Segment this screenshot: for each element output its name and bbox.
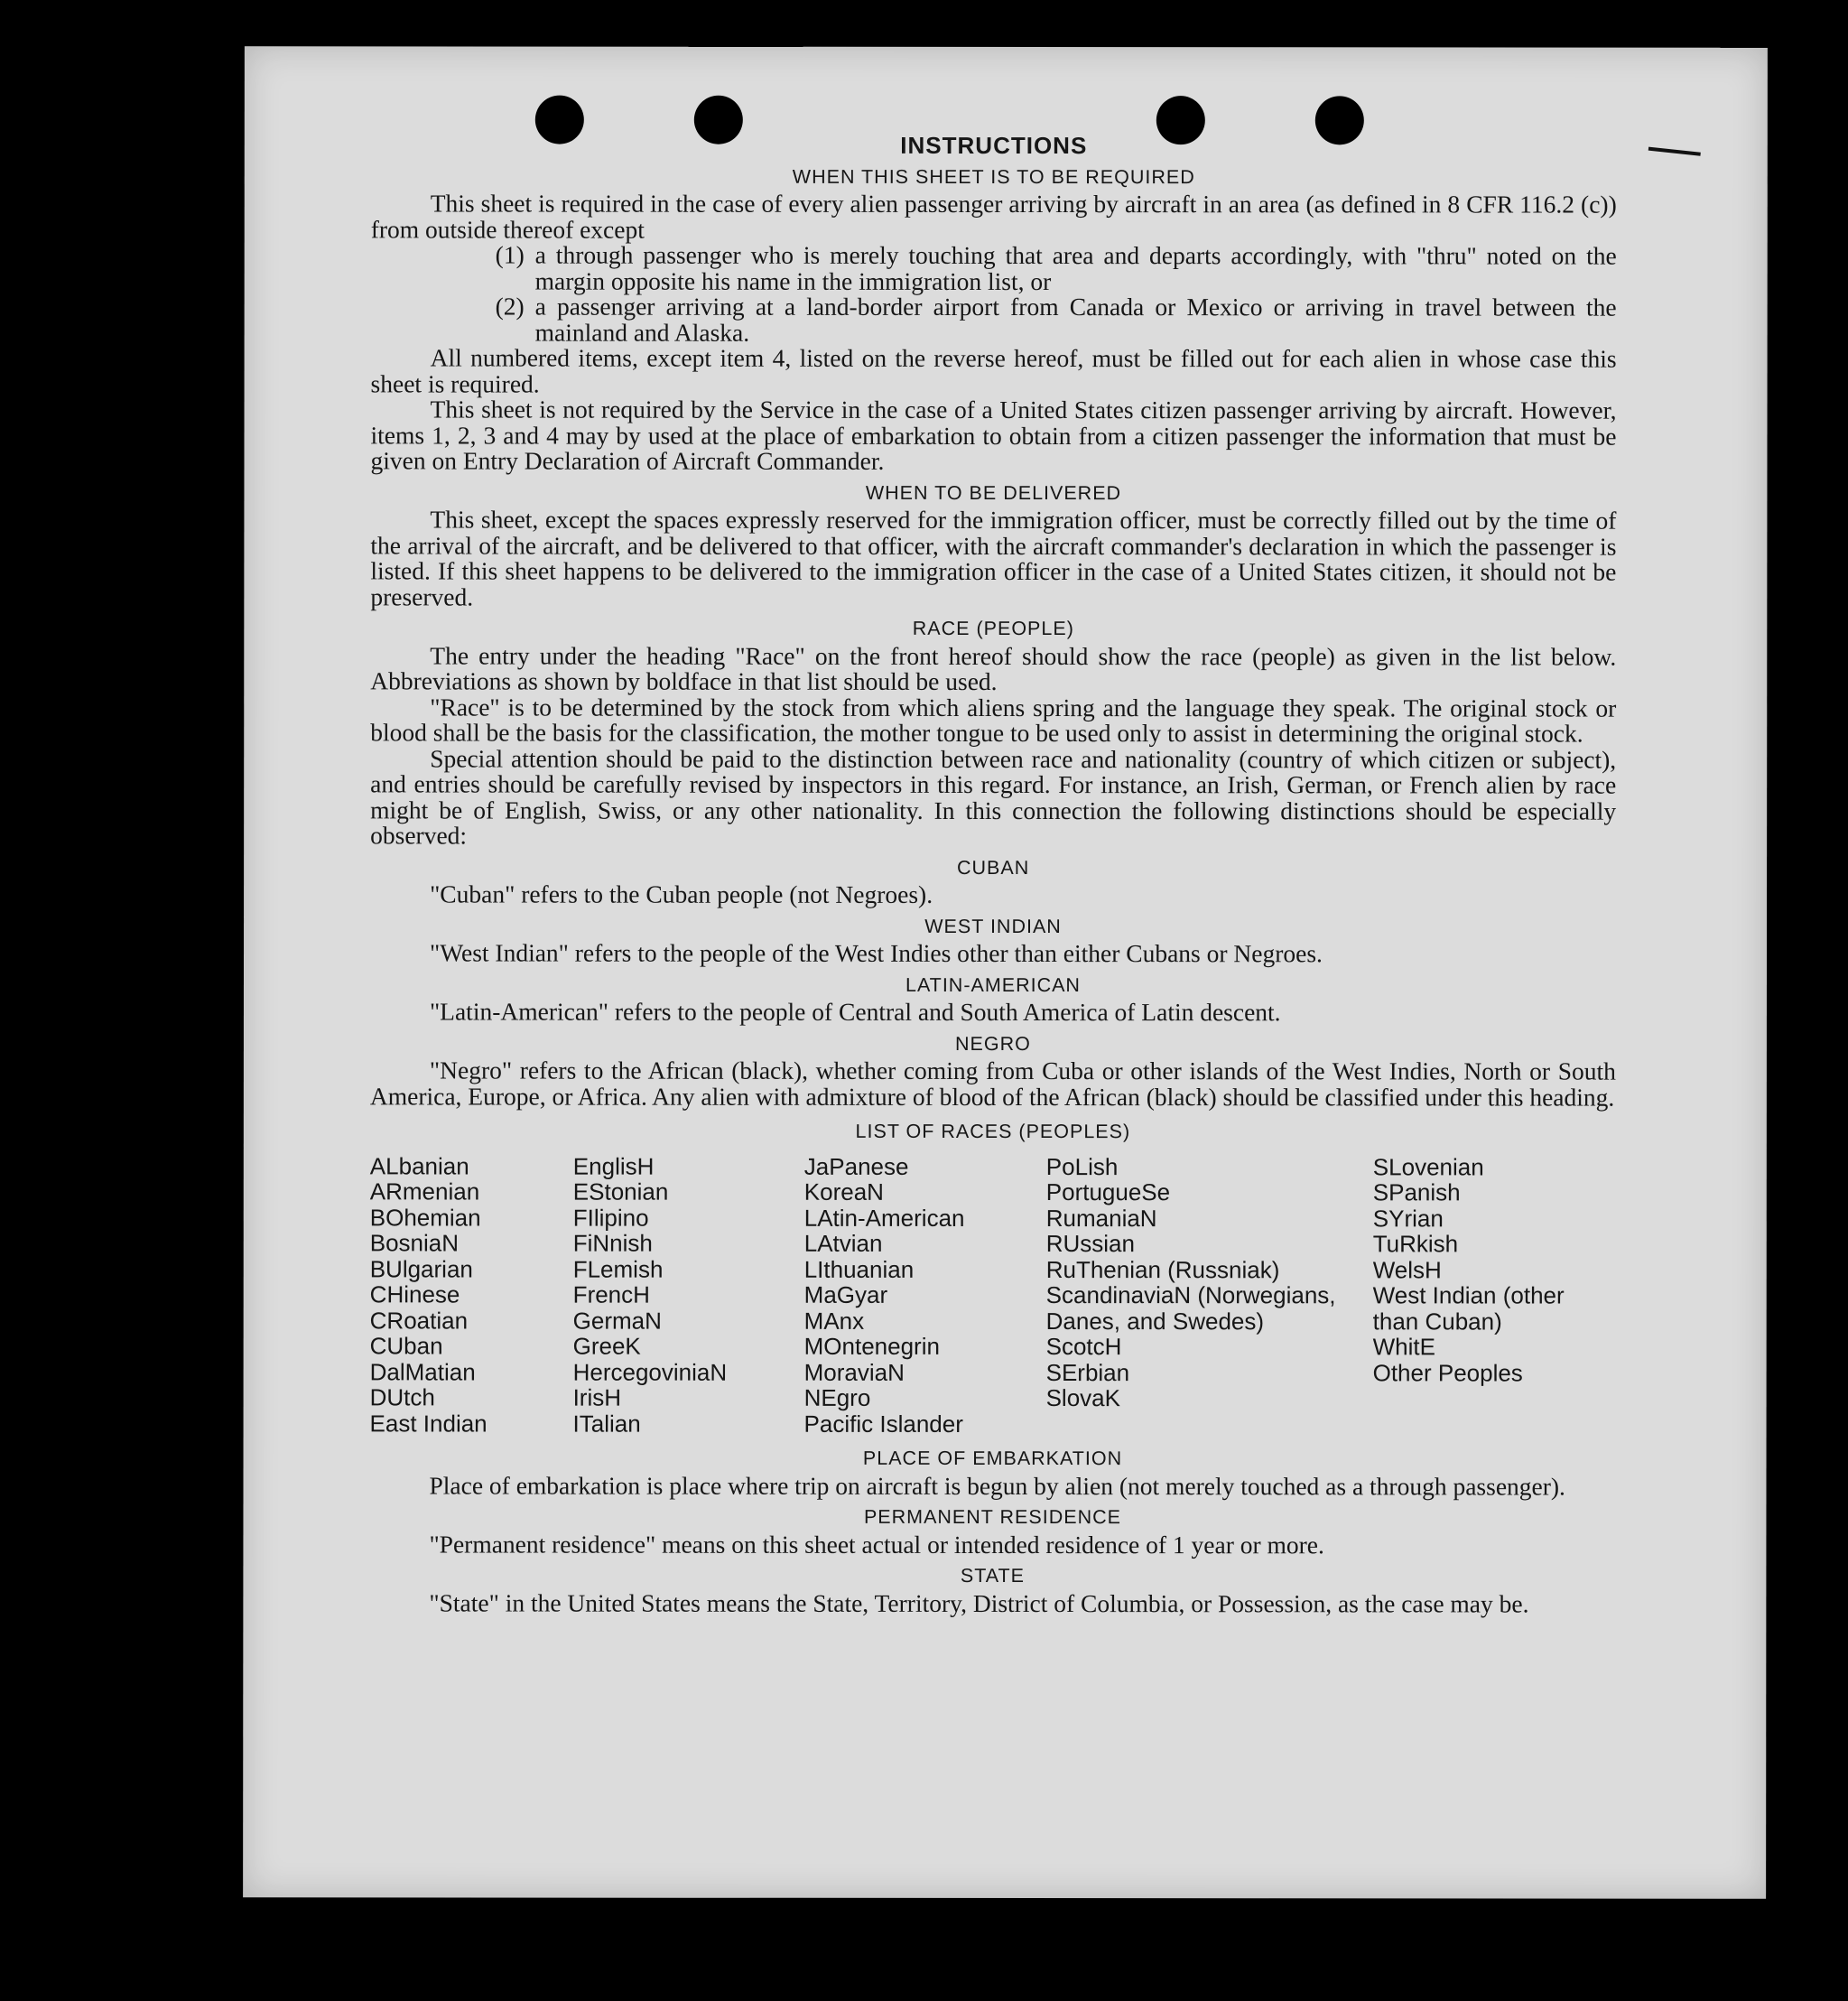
races-column <box>370 1153 573 1437</box>
race-entry: LAtin-American <box>803 1204 965 1232</box>
section-heading: NEGRO <box>954 1032 1031 1055</box>
section-heading: PLACE OF EMBARKATION <box>862 1447 1123 1470</box>
race-entry: SlovaK <box>1045 1384 1120 1412</box>
list-item: (1) a through passenger who is merely touching that area and departs accordingly, with "thru" noted on the margin opposite his name in the immigration list, or <box>495 240 1617 295</box>
document-sheet <box>243 46 1768 1898</box>
paragraph: "Cuban" refers to the Cuban people (not Negroes). <box>430 880 933 908</box>
race-entry: SErbian <box>1045 1358 1130 1386</box>
paragraph: All numbered items, except item 4, listed on the reverse hereof, must be filled out for each alien in whose case this sheet is required. <box>370 343 1617 398</box>
race-entry: MaGyar <box>803 1280 888 1308</box>
margin-mark <box>1648 147 1701 156</box>
race-entry: RUssian <box>1045 1230 1136 1258</box>
race-entry: EStonian <box>572 1177 669 1205</box>
race-entry: RuThenian (Russniak) <box>1045 1255 1280 1283</box>
race-entry: GreeK <box>572 1332 641 1360</box>
races-column <box>804 1153 1046 1437</box>
race-entry: ITalian <box>572 1410 641 1438</box>
paragraph: The entry under the heading "Race" on the front hereof should show the race (people) as given in the list below. Abbreviations as shown by boldface in that list should be used. <box>370 640 1617 695</box>
race-entry: WhitE <box>1372 1333 1435 1361</box>
race-entry: CUban <box>369 1332 443 1360</box>
section-heading: CUBAN <box>956 856 1030 879</box>
race-entry: WelsH <box>1372 1255 1442 1283</box>
race-entry: GermaN <box>572 1307 662 1335</box>
paragraph: "State" in the United States means the State, Territory, District of Columbia, or Possession, as the case may be. <box>429 1587 1529 1618</box>
section-heading: WHEN TO BE DELIVERED <box>865 481 1122 504</box>
race-entry: ScotcH <box>1045 1333 1122 1361</box>
race-entry: MAnx <box>803 1307 865 1335</box>
races-list <box>370 1153 1616 1438</box>
race-entry: Other Peoples <box>1372 1358 1523 1387</box>
paragraph: "Latin-American" refers to the people of Central and South America of Latin descent. <box>429 997 1281 1027</box>
race-entry: MoraviaN <box>803 1358 905 1386</box>
race-entry: FIlipino <box>572 1204 649 1232</box>
race-entry: PoLish <box>1045 1152 1119 1180</box>
paragraph: Place of embarkation is place where trip on aircraft is begun by alien (not merely touched as a through passenger). <box>429 1470 1565 1501</box>
section-heading: WEST INDIAN <box>924 915 1062 937</box>
paragraph: "Negro" refers to the African (black), whether coming from Cuba or other islands of the West Indies, North or South America, Europe, or Africa. Any alien with admixture of blood of the African (black) should be classified under this heading. <box>369 1056 1616 1112</box>
race-entry: BosniaN <box>369 1229 460 1257</box>
paragraph: Special attention should be paid to the distinction between race and nationality (country of which citizen or subject), and entries should be carefully revised by inspectors in this regard. For instance, an Irish, German, or French alien by race might be of English, Swiss, or any other nationality. In this connection the following distinctions should be especially observed: <box>370 743 1617 850</box>
race-entry: RumaniaN <box>1045 1204 1157 1232</box>
section-heading: PERMANENT RESIDENCE <box>863 1505 1121 1529</box>
paragraph: This sheet, except the spaces expressly reserved for the immigration officer, must be correctly filled out by the time of the arrival of the aircraft, and be delivered to that officer, with the aircraft commander's declaration in which the passenger is listed. If this sheet happens to be delivered to the immigration officer in the case of a United States citizen, it should not be preserved. <box>370 505 1617 610</box>
race-entry: SYrian <box>1372 1204 1444 1232</box>
races-column <box>1046 1154 1373 1438</box>
paragraph: "Permanent residence" means on this sheet actual or intended residence of 1 year or more. <box>429 1529 1324 1559</box>
race-entry: JaPanese <box>803 1152 909 1180</box>
race-entry: FiNnish <box>572 1229 653 1257</box>
race-entry: DalMatian <box>369 1357 476 1385</box>
race-entry: BUlgarian <box>369 1254 473 1282</box>
race-entry: ScandinaviaN (Norwegians, Danes, and Swedes) <box>1045 1281 1336 1335</box>
race-entry: East Indian <box>369 1409 488 1437</box>
race-entry: CHinese <box>369 1280 460 1308</box>
race-entry: SLovenian <box>1372 1152 1484 1180</box>
section-heading: LIST OF RACES (PEOPLES) <box>855 1120 1131 1143</box>
race-entry: FrencH <box>572 1280 650 1308</box>
race-entry: HercegoviniaN <box>572 1358 728 1386</box>
race-entry: CRoatian <box>369 1306 469 1334</box>
race-entry: KoreaN <box>803 1177 884 1205</box>
race-entry: ALbanian <box>369 1151 469 1179</box>
section-heading: LATIN-AMERICAN <box>905 973 1081 996</box>
section-heading: WHEN THIS SHEET IS TO BE REQUIRED <box>792 165 1195 188</box>
race-entry: West Indian (other than Cuban) <box>1372 1281 1565 1335</box>
page-title: INSTRUCTIONS <box>900 131 1088 160</box>
list-item: (2) a passenger arriving at a land-border airport from Canada or Mexico or arriving in travel between the mainland and Alaska. <box>495 292 1617 347</box>
race-entry: DUtch <box>369 1383 435 1411</box>
race-entry: MOntenegrin <box>803 1332 940 1360</box>
race-entry: TuRkish <box>1372 1230 1459 1258</box>
races-column <box>1373 1154 1616 1438</box>
race-entry: LAtvian <box>803 1229 883 1257</box>
paragraph: "Race" is to be determined by the stock from which aliens spring and the language they speak. The original stock or blood shall be the basis for the classification, the mother tongue to be used only to assist in determining the original stock. <box>370 692 1617 748</box>
race-entry: FLemish <box>572 1255 664 1283</box>
race-entry: BOhemian <box>369 1203 481 1231</box>
race-entry: SPanish <box>1372 1178 1461 1206</box>
race-entry: PortugueSe <box>1045 1178 1171 1206</box>
paragraph: This sheet is not required by the Service in the case of a United States citizen passenger arriving by aircraft. However, items 1, 2, 3 and 4 may by used at the place of embarkation to obtain from a citizen passenger the information that must be given on Entry Declaration of Aircraft Commander. <box>370 395 1617 475</box>
race-entry: IrisH <box>572 1383 622 1411</box>
instructions-text <box>369 132 1616 1616</box>
paragraph: "West Indian" refers to the people of the West Indies other than either Cubans or Negroes. <box>430 938 1323 968</box>
race-entry: ARmenian <box>369 1177 480 1205</box>
race-entry: EnglisH <box>572 1152 655 1180</box>
races-column <box>573 1153 804 1437</box>
race-entry: Pacific Islander <box>803 1410 963 1438</box>
section-heading: RACE (PEOPLE) <box>912 617 1074 640</box>
race-entry: LIthuanian <box>803 1255 915 1283</box>
race-entry: NEgro <box>803 1383 871 1411</box>
section-heading: STATE <box>960 1564 1025 1587</box>
paragraph: This sheet is required in the case of every alien passenger arriving by aircraft in an area (as defined in 8 CFR 116.2 (c)) from outside thereof except <box>370 189 1617 244</box>
